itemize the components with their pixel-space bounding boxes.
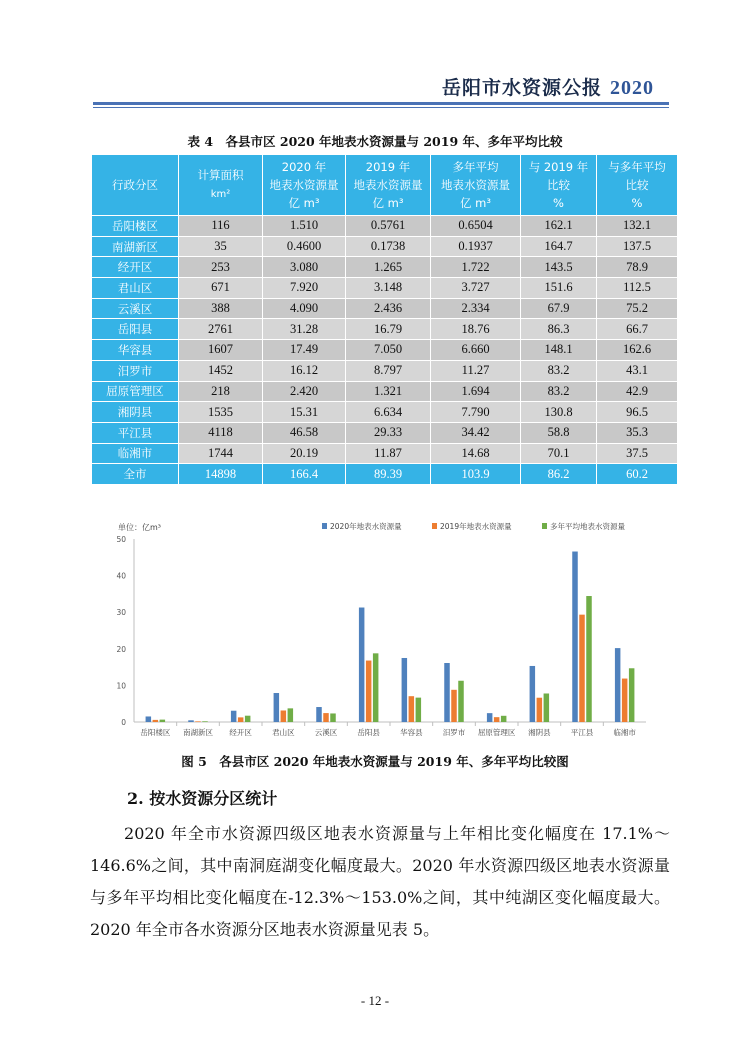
figure-caption: 图 5 各县市区 2020 年地表水资源量与 2019 年、多年平均比较图 (181, 754, 569, 769)
region-name-cell: 湘阴县 (92, 402, 179, 423)
value-cell: 132.1 (597, 216, 678, 237)
value-cell: 66.7 (597, 319, 678, 340)
header-line: 比较 (547, 178, 570, 192)
y-tick-label: 30 (116, 608, 126, 618)
value-cell: 253 (179, 257, 263, 278)
table-header-cell (92, 155, 179, 216)
value-cell: 4118 (179, 422, 263, 443)
value-cell: 218 (179, 381, 263, 402)
bar-2019 (494, 717, 500, 722)
value-cell: 3.080 (263, 257, 346, 278)
value-cell: 42.9 (597, 381, 678, 402)
header-line: 比较 (625, 178, 649, 192)
table-total-row (92, 464, 678, 485)
value-cell: 14898 (179, 464, 263, 485)
page-number: - 12 - (360, 993, 390, 1008)
value-cell: 162.6 (597, 340, 678, 361)
value-cell: 31.28 (263, 319, 346, 340)
value-cell: 96.5 (597, 402, 678, 423)
value-cell: 1.694 (431, 381, 521, 402)
region-name-cell: 南湖新区 (92, 236, 179, 257)
bar-2019 (579, 615, 585, 722)
y-tick-label: 50 (116, 535, 126, 544)
x-tick-label: 南湖新区 (183, 728, 213, 737)
table-row (92, 340, 678, 361)
value-cell: 0.1937 (431, 236, 521, 257)
table-row (92, 360, 678, 381)
value-cell: 60.2 (597, 464, 678, 485)
value-cell: 29.33 (346, 422, 431, 443)
legend-label: 2020年地表水资源量 (330, 522, 402, 531)
header-line: 地表水资源量 (269, 178, 339, 192)
report-year: 2020 (610, 77, 654, 99)
value-cell: 1744 (179, 443, 263, 464)
value-cell: 166.4 (263, 464, 346, 485)
bar-2020 (444, 663, 450, 722)
region-name-cell: 汨罗市 (92, 360, 179, 381)
value-cell: 671 (179, 278, 263, 299)
bar-2019 (281, 710, 287, 722)
bar-avg (288, 708, 294, 722)
value-cell: 7.790 (431, 402, 521, 423)
value-cell: 70.1 (521, 443, 597, 464)
value-cell: 58.8 (521, 422, 597, 443)
bar-2020 (146, 716, 152, 722)
header-rule (93, 102, 669, 105)
value-cell: 2.436 (346, 298, 431, 319)
value-cell: 86.2 (521, 464, 597, 485)
bar-2019 (323, 713, 329, 722)
value-cell: 137.5 (597, 236, 678, 257)
x-tick-label: 临湘市 (613, 728, 636, 737)
region-name-cell: 屈原管理区 (92, 381, 179, 402)
bar-avg (544, 693, 550, 722)
bar-2019 (409, 696, 415, 722)
table-header-cell (431, 155, 521, 216)
legend-swatch (542, 523, 547, 529)
bar-avg (202, 721, 208, 722)
value-cell: 2761 (179, 319, 263, 340)
value-cell: 143.5 (521, 257, 597, 278)
x-tick-label: 屈原管理区 (477, 728, 516, 737)
bar-avg (501, 716, 507, 722)
value-cell: 162.1 (521, 216, 597, 237)
header-line: 行政分区 (112, 178, 158, 192)
bar-2020 (188, 720, 194, 722)
value-cell: 1.265 (346, 257, 431, 278)
chart-unit-label: 单位：亿m³ (118, 523, 161, 532)
x-tick-label: 君山区 (272, 728, 295, 737)
value-cell: 4.090 (263, 298, 346, 319)
region-name-cell: 岳阳县 (92, 319, 179, 340)
x-tick-label: 平江县 (570, 728, 594, 737)
bar-avg (586, 596, 592, 722)
value-cell: 86.3 (521, 319, 597, 340)
value-cell: 116 (179, 216, 263, 237)
header-line: 亿 m³ (288, 196, 320, 210)
value-cell: 1.321 (346, 381, 431, 402)
region-name-cell: 全市 (92, 464, 179, 485)
table-row (92, 443, 678, 464)
value-cell: 7.920 (263, 278, 346, 299)
bar-2020 (316, 707, 322, 722)
value-cell: 89.39 (346, 464, 431, 485)
value-cell: 148.1 (521, 340, 597, 361)
value-cell: 112.5 (597, 278, 678, 299)
table-header-row (92, 155, 678, 216)
value-cell: 75.2 (597, 298, 678, 319)
value-cell: 37.5 (597, 443, 678, 464)
value-cell: 388 (179, 298, 263, 319)
region-name-cell: 云溪区 (92, 298, 179, 319)
table-row (92, 381, 678, 402)
header-line: 多年平均 (452, 160, 499, 174)
bar-avg (458, 681, 464, 722)
value-cell: 3.148 (346, 278, 431, 299)
region-name-cell: 岳阳楼区 (92, 216, 179, 237)
value-cell: 15.31 (263, 402, 346, 423)
header-line: 亿 m³ (460, 196, 491, 210)
header-line: 计算面积 (197, 168, 244, 182)
bar-avg (245, 716, 251, 722)
x-tick-label: 岳阳楼区 (140, 728, 171, 737)
header-line: 与多年平均 (608, 160, 666, 174)
comparison-table (91, 154, 678, 485)
bar-2019 (366, 661, 372, 722)
table-row (92, 319, 678, 340)
value-cell: 18.76 (431, 319, 521, 340)
header-line: km² (210, 189, 231, 200)
value-cell: 20.19 (263, 443, 346, 464)
value-cell: 14.68 (431, 443, 521, 464)
header-line: 地表水资源量 (441, 178, 510, 192)
header-line: 2019 年 (365, 160, 411, 174)
table-caption: 表 4 各县市区 2020 年地表水资源量与 2019 年、多年平均比较 (187, 134, 563, 149)
value-cell: 0.1738 (346, 236, 431, 257)
table-row (92, 216, 678, 237)
header-line: 2020 年 (281, 160, 327, 174)
section-heading: 2. 按水资源分区统计 (127, 789, 278, 808)
table-row (92, 298, 678, 319)
header-line: 与 2019 年 (528, 160, 589, 174)
value-cell: 17.49 (263, 340, 346, 361)
bar-2020 (231, 711, 237, 722)
value-cell: 2.334 (431, 298, 521, 319)
x-tick-label: 华容县 (400, 728, 423, 737)
value-cell: 0.5761 (346, 216, 431, 237)
value-cell: 83.2 (521, 360, 597, 381)
table-row (92, 422, 678, 443)
value-cell: 11.87 (346, 443, 431, 464)
region-name-cell: 平江县 (92, 422, 179, 443)
region-name-cell: 临湘市 (92, 443, 179, 464)
legend-swatch (432, 523, 437, 529)
legend-swatch (322, 523, 327, 529)
value-cell: 2.420 (263, 381, 346, 402)
header-line: % (553, 196, 564, 210)
report-title: 岳阳市水资源公报 2020 (441, 77, 654, 99)
value-cell: 11.27 (431, 360, 521, 381)
x-tick-label: 云溪区 (314, 728, 338, 737)
value-cell: 16.79 (346, 319, 431, 340)
value-cell: 151.6 (521, 278, 597, 299)
bar-2019 (537, 698, 543, 722)
value-cell: 6.634 (346, 402, 431, 423)
x-tick-label: 经开区 (229, 728, 252, 737)
value-cell: 1452 (179, 360, 263, 381)
value-cell: 1.510 (263, 216, 346, 237)
y-tick-label: 0 (121, 718, 126, 727)
value-cell: 103.9 (431, 464, 521, 485)
region-name-cell: 华容县 (92, 340, 179, 361)
value-cell: 83.2 (521, 381, 597, 402)
value-cell: 46.58 (263, 422, 346, 443)
header-line: 地表水资源量 (353, 178, 423, 192)
bar-avg (416, 698, 422, 722)
value-cell: 0.6504 (431, 216, 521, 237)
legend-label: 2019年地表水资源量 (440, 522, 512, 531)
bar-2020 (572, 552, 578, 722)
value-cell: 1607 (179, 340, 263, 361)
region-name-cell: 君山区 (92, 278, 179, 299)
body-paragraph: 2020 年全市水资源四级区地表水资源量与上年相比变化幅度在 17.1%～146.6%之间，其中南洞庭湖变化幅度最大。2020 年水资源四级区地表水资源量与多年平均相比变化幅度在-12.3%～153.0%之间，其中纯湖区变化幅度最大。2020 年全市各水资源分区地表水资源量见表 5。 (90, 824, 670, 939)
table-header-cell (179, 155, 263, 216)
bar-2020 (530, 666, 536, 722)
table-header-cell (597, 155, 678, 216)
legend-label: 多年平均地表水资源量 (550, 522, 625, 531)
bar-2020 (402, 658, 408, 722)
table-row (92, 278, 678, 299)
x-tick-label: 岳阳县 (357, 728, 380, 737)
region-name-cell: 经开区 (92, 257, 179, 278)
x-tick-label: 湘阴县 (528, 728, 551, 737)
header-line: 亿 m³ (372, 196, 404, 210)
comparison-bar-chart (110, 515, 650, 745)
table-header-cell (521, 155, 597, 216)
table-header-cell (263, 155, 346, 216)
value-cell: 35.3 (597, 422, 678, 443)
bar-2019 (451, 690, 457, 722)
table-row (92, 402, 678, 423)
value-cell: 43.1 (597, 360, 678, 381)
bar-2020 (274, 693, 280, 722)
y-tick-label: 20 (116, 644, 126, 654)
y-tick-label: 10 (116, 681, 126, 691)
table-row (92, 257, 678, 278)
bar-avg (330, 713, 336, 722)
value-cell: 0.4600 (263, 236, 346, 257)
value-cell: 6.660 (431, 340, 521, 361)
value-cell: 1.722 (431, 257, 521, 278)
bar-avg (160, 720, 166, 722)
value-cell: 16.12 (263, 360, 346, 381)
value-cell: 8.797 (346, 360, 431, 381)
bar-avg (629, 668, 635, 722)
value-cell: 3.727 (431, 278, 521, 299)
bar-2019 (153, 720, 159, 722)
header-rule-thin (93, 107, 669, 108)
value-cell: 34.42 (431, 422, 521, 443)
value-cell: 67.9 (521, 298, 597, 319)
y-tick-label: 40 (116, 571, 126, 581)
bar-avg (373, 653, 379, 722)
x-tick-label: 汨罗市 (442, 728, 466, 737)
header-line: % (631, 196, 643, 210)
table-header-cell (346, 155, 431, 216)
bar-2019 (195, 721, 201, 722)
bar-2019 (622, 679, 628, 722)
value-cell: 130.8 (521, 402, 597, 423)
value-cell: 7.050 (346, 340, 431, 361)
bar-2020 (487, 713, 493, 722)
value-cell: 78.9 (597, 257, 678, 278)
bar-2020 (359, 608, 365, 722)
value-cell: 1535 (179, 402, 263, 423)
value-cell: 164.7 (521, 236, 597, 257)
value-cell: 35 (179, 236, 263, 257)
table-row (92, 236, 678, 257)
bar-2019 (238, 717, 244, 722)
bar-2020 (615, 648, 621, 722)
